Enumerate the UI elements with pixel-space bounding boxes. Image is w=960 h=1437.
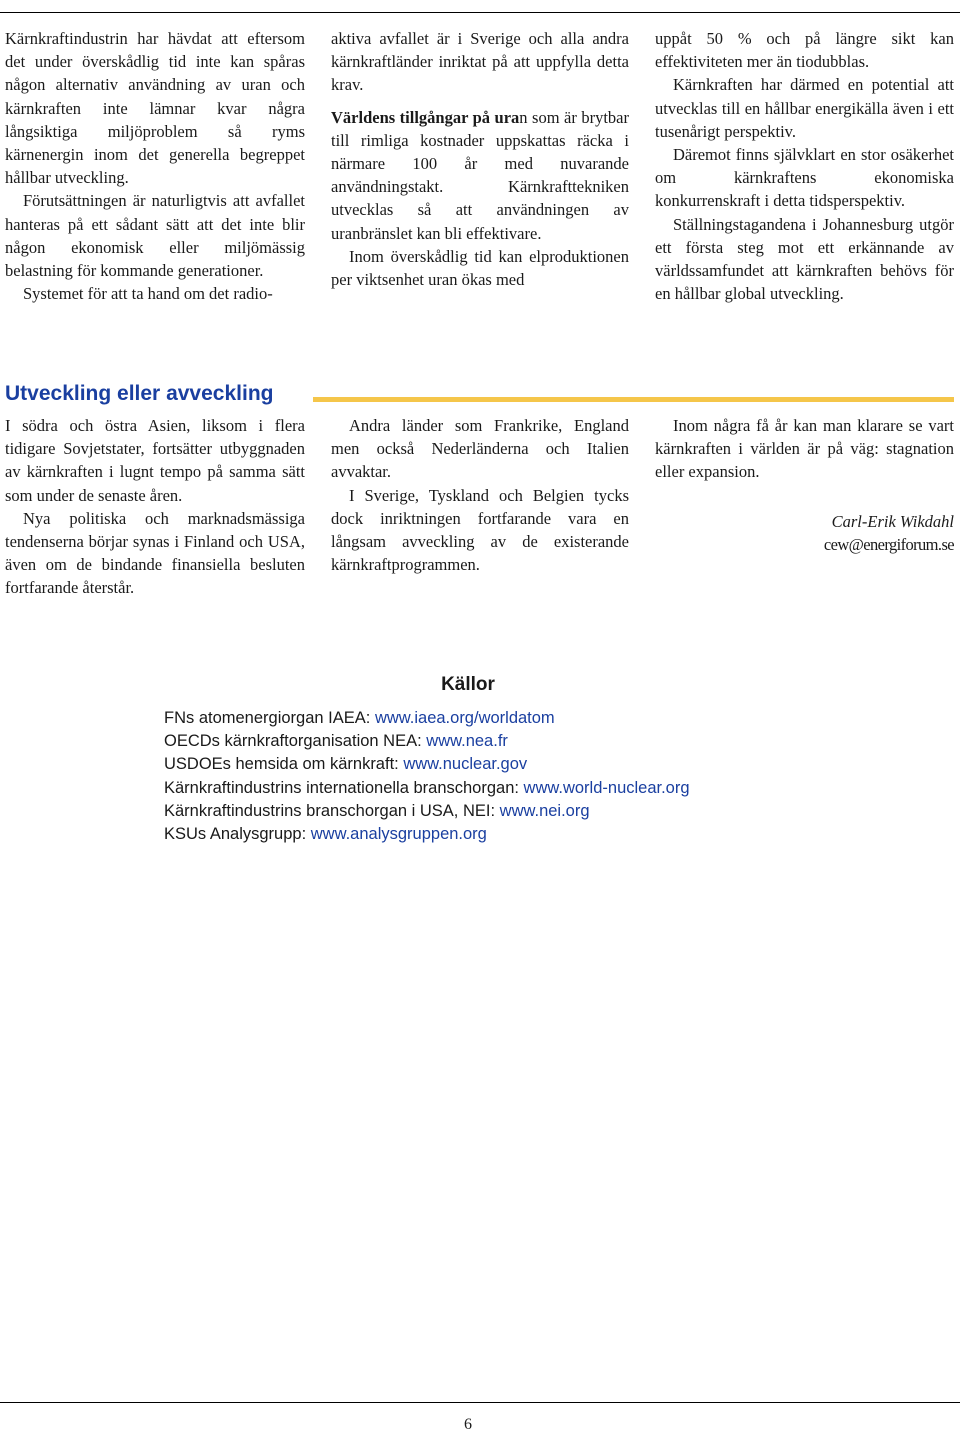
top-divider	[0, 12, 960, 13]
source-link[interactable]: www.nuclear.gov	[403, 755, 528, 774]
source-link[interactable]: www.world-nuclear.org	[523, 778, 690, 797]
source-link[interactable]: www.iaea.org/worldatom	[374, 709, 555, 727]
paragraph: Systemet för att ta hand om det radio-	[23, 284, 273, 304]
source-item	[164, 777, 864, 800]
paragraph	[331, 106, 629, 245]
sources-list	[164, 707, 864, 846]
source-item	[164, 823, 864, 846]
source-item	[164, 753, 864, 776]
section-column-3	[655, 414, 954, 556]
top-column-2	[331, 27, 629, 291]
source-label: OECDs kärnkraftorganisation NEA:	[164, 732, 427, 751]
paragraph: Nya politiska och marknadsmässiga tendenserna börjar synas i Finland och USA, även om de bindande finansiella besluten fortfarande återstår.	[5, 508, 305, 598]
page-number: 6	[464, 1416, 472, 1433]
paragraph: Däremot finns självklart en stor osäkerhet om kärnkraftens ekonomiska konkurrenskraft i detta tidsperspektiv.	[655, 145, 954, 211]
sources-title: Källor	[441, 674, 495, 695]
source-link[interactable]: www.nei.org	[499, 801, 590, 820]
paragraph: I södra och östra Asien, liksom i flera tidigare Sovjetstater, fortsätter utbyggnaden av kärnkraften i lugnt tempo på samma sätt som under de senaste åren.	[5, 416, 305, 505]
paragraph: Kärnkraftindustrin har hävdat att eftersom det under överskådlig tid inte kan spåras någon alternativ användning av uran och kärnkraften inte lämnar kvar några långsiktiga miljöproblem så ryms kärnenergin inom det generella begreppet hållbar utveckling.	[5, 29, 305, 188]
paragraph: aktiva avfallet är i Sverige och alla andra kärnkraftländer inriktat på att uppfylla detta krav.	[331, 29, 629, 95]
paragraph: Inom överskådlig tid kan elproduktionen per viktsenhet uran ökas med	[331, 246, 629, 290]
author-email: cew@energiforum.se	[823, 534, 954, 554]
source-label: Kärnkraftindustrins internationella branschorgan:	[164, 778, 524, 797]
bold-lead-in: Världens tillgångar på ura	[331, 107, 520, 127]
source-item	[164, 800, 864, 823]
paragraph: Inom några få år kan man klarare se vart kärnkraften i världen är på väg: stagnation eller expansion.	[655, 416, 954, 482]
paragraph: I Sverige, Tyskland och Belgien tycks dock inriktningen fortfarande vara en långsam avveckling av de existerande kärnkraftprogrammen.	[331, 485, 629, 575]
paragraph: Förutsättningen är naturligtvis att avfallet hanteras på ett sådant sätt att det inte blir någon ekonomisk eller miljömässig belastning för kommande generationer.	[5, 191, 305, 281]
paragraph: Kärnkraften har därmed en potential att utvecklas till en hållbar energikälla även i ett tusenårigt perspektiv.	[655, 75, 954, 141]
heading-rule	[313, 397, 954, 402]
source-link[interactable]: www.nea.fr	[426, 732, 508, 751]
bottom-divider	[0, 1402, 960, 1403]
source-label: USDOEs hemsida om kärnkraft:	[164, 755, 404, 774]
source-link[interactable]: www.analysgruppen.org	[310, 825, 487, 844]
author-name: Carl-Erik Wikdahl	[831, 511, 954, 531]
source-label: KSUs Analysgrupp:	[164, 825, 311, 844]
top-column-3	[655, 27, 954, 305]
top-column-1	[5, 27, 305, 305]
source-label: FNs atomenergiorgan IAEA:	[164, 709, 375, 727]
source-item	[164, 707, 864, 730]
paragraph: uppåt 50 % och på längre sikt kan effektiviteten mer än tiodubblas.	[655, 29, 954, 72]
section-column-2	[331, 414, 629, 576]
section-column-1	[5, 414, 305, 600]
section-heading: Utveckling eller avveckling	[5, 382, 274, 405]
paragraph: Ställningstagandena i Johannesburg utgör ett första steg mot ett erkännande av världssamfundet att kärnkraften behövs för en hållbar global utveckling.	[655, 214, 954, 304]
paragraph: Andra länder som Frankrike, England men också Nederländerna och Italien avvaktar.	[331, 416, 629, 482]
paragraph-text: n som är brytbar till rimliga kostnader uppskattas räcka i närmare 100 år med nuvarande användningstakt. Kärnkrafttekniken utvecklas så att användningen av uranbränslet kan bli effektivare.	[331, 107, 629, 243]
source-label: Kärnkraftindustrins branschorgan i USA, NEI:	[164, 801, 500, 820]
source-item	[164, 730, 864, 753]
